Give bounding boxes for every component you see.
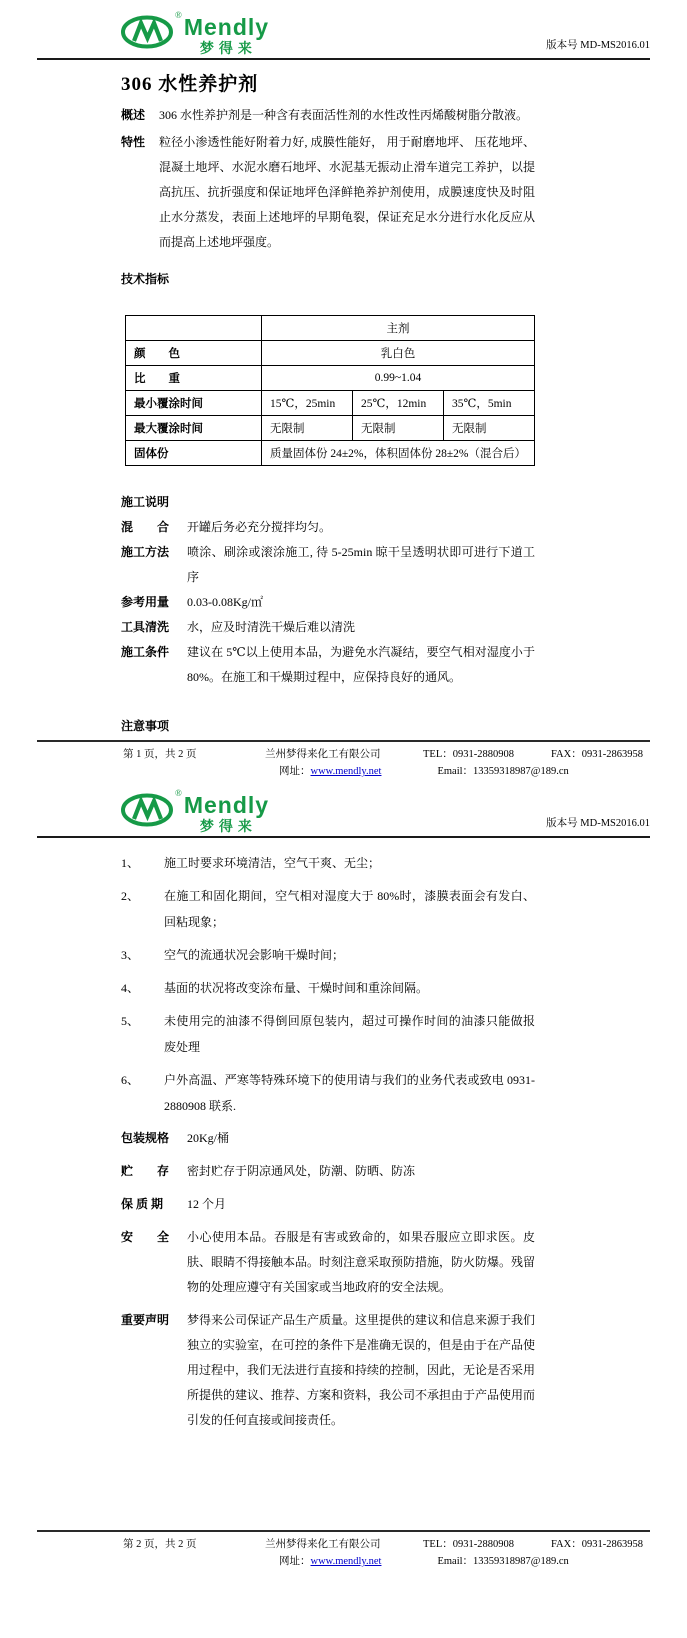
- page2-footer: [37, 1530, 650, 1568]
- note-number: 4、: [121, 981, 140, 995]
- note-text: 空气的流通状况会影响干燥时间；: [164, 948, 345, 962]
- table-row: [126, 341, 535, 366]
- spec-max-recoat-15c: 无限制: [261, 416, 352, 441]
- logo-chinese-name: 梦得来: [199, 40, 257, 56]
- email-text: 13359318987@189.cn: [473, 766, 569, 777]
- logo-wordmark: Mendly: [183, 792, 270, 818]
- note-item-3: [121, 942, 535, 968]
- tel-text: TEL：0931-2880908: [423, 1539, 514, 1550]
- shelf-life-text: 12 个月: [187, 1197, 227, 1211]
- note-text: 未使用完的油漆不得倒回原包装内，超过可操作时间的油漆只能做报废处理: [164, 1014, 535, 1054]
- storage-text: 密封贮存于阴凉通风处，防潮、防晒、防冻: [187, 1164, 416, 1178]
- dosage-label: 参考用量: [121, 595, 170, 609]
- brand-logo: [121, 788, 270, 834]
- email-label: Email：: [437, 766, 474, 777]
- company-name: 兰州梦得来化工有限公司: [265, 1539, 381, 1550]
- footer-row-1: [37, 1536, 650, 1551]
- email-item: [437, 1553, 568, 1568]
- website-link[interactable]: www.mendly.net: [310, 766, 382, 777]
- overview-label: 概述: [121, 108, 146, 122]
- spec-color-label: 颜 色: [126, 341, 262, 366]
- logo-wordmark: Mendly: [183, 14, 270, 40]
- table-row: [126, 316, 535, 341]
- table-row: [126, 366, 535, 391]
- table-row: [126, 416, 535, 441]
- footer-row-2: [279, 1553, 650, 1568]
- note-text: 基面的状况将改变涂布量、干燥时间和重涂间隔。: [164, 981, 429, 995]
- page1-content: [121, 60, 535, 739]
- method-item: [121, 540, 535, 590]
- spec-header-empty-cell: [126, 316, 262, 341]
- version-label: 版本号 MD-MS2016.01: [546, 40, 650, 51]
- overview-section: [121, 103, 535, 128]
- disclaimer-text: 梦得来公司保证产品生产质量。这里提供的建议和信息来源于我们独立的实验室，在可控的条件下是准确无误的，但是由于在产品使用过程中，我们无法进行直接和持续的控制，因此，无论是否采用所提供的建议、推荐、方案和资料，我公司不承担由于产品使用而引发的任何直接或间接责任。: [187, 1313, 536, 1427]
- spec-max-recoat-label: 最大覆涂时间: [126, 416, 262, 441]
- shelf-life-label: 保 质 期: [121, 1197, 164, 1211]
- conditions-label: 施工条件: [121, 645, 170, 659]
- footer-row-1: [37, 746, 650, 761]
- spec-min-recoat-35c: 35℃，5min: [443, 391, 534, 416]
- spec-gravity-value: 0.99~1.04: [261, 366, 534, 391]
- note-number: 6、: [121, 1073, 140, 1087]
- storage-label: 贮 存: [121, 1164, 170, 1178]
- mixing-text: 开罐后务必充分搅拌均匀。: [187, 520, 332, 534]
- disclaimer-item: [121, 1308, 535, 1433]
- note-item-6: [121, 1067, 535, 1119]
- features-section: [121, 130, 535, 255]
- page2-content: [121, 850, 535, 1441]
- tel-text: TEL：0931-2880908: [423, 749, 514, 760]
- note-text: 户外高温、严寒等特殊环境下的使用请与我们的业务代表或致电 0931-2880908 联系.: [164, 1073, 535, 1113]
- page-1: [0, 0, 687, 778]
- cleaning-text: 水，应及时清洗干燥后难以清洗: [187, 620, 356, 634]
- method-label: 施工方法: [121, 545, 170, 559]
- spec-header-main: 主剂: [261, 316, 534, 341]
- registered-mark-icon: ®: [175, 788, 182, 798]
- safety-text: 小心使用本品。吞服是有害或致命的，如果吞服应立即求医。皮肤、眼睛不得接触本品。时刻注意采取预防措施，防火防爆。残留物的处理应遵守有关国家或当地政府的安全法规。: [187, 1230, 536, 1294]
- website-label: 网址：: [279, 1556, 311, 1567]
- spec-table: [125, 315, 535, 466]
- note-item-1: [121, 850, 535, 876]
- conditions-item: [121, 640, 535, 690]
- logo-chinese-name: 梦得来: [199, 818, 257, 834]
- packaging-text: 20Kg/桶: [187, 1131, 230, 1145]
- safety-label: 安 全: [121, 1230, 170, 1244]
- page-header: [37, 778, 650, 833]
- table-row: [126, 441, 535, 466]
- note-number: 3、: [121, 948, 140, 962]
- note-number: 2、: [121, 889, 140, 903]
- safety-item: [121, 1225, 535, 1300]
- dosage-text: 0.03-0.08Kg/㎡: [187, 595, 263, 609]
- spec-min-recoat-25c: 25℃，12min: [352, 391, 443, 416]
- spec-gravity-label: 比 重: [126, 366, 262, 391]
- website-link[interactable]: www.mendly.net: [310, 1556, 382, 1567]
- overview-text: 306 水性养护剂是一种含有表面活性剂的水性改性丙烯酸树脂分散液。: [159, 108, 529, 122]
- website-item: [279, 763, 381, 778]
- note-item-2: [121, 883, 535, 935]
- spec-max-recoat-25c: 无限制: [352, 416, 443, 441]
- spec-color-value: 乳白色: [261, 341, 534, 366]
- conditions-text: 建议在 5℃以上使用本品，为避免水汽凝结，要空气相对湿度小于 80%。在施工和干燥期过程中，应保持良好的通风。: [187, 645, 535, 684]
- spec-min-recoat-label: 最小覆涂时间: [126, 391, 262, 416]
- tech-spec-heading: 技术指标: [121, 272, 170, 286]
- packaging-item: [121, 1126, 535, 1151]
- page-number: 第 1 页，共 2 页: [123, 749, 197, 760]
- fax-text: FAX：0931-2863958: [551, 749, 643, 760]
- spec-min-recoat-15c: 15℃，25min: [261, 391, 352, 416]
- features-label: 特性: [121, 135, 146, 149]
- table-row: [126, 391, 535, 416]
- mixing-label: 混 合: [121, 520, 170, 534]
- dosage-item: [121, 590, 535, 615]
- registered-mark-icon: ®: [175, 10, 182, 20]
- page-end-spacer: [37, 1568, 650, 1638]
- storage-item: [121, 1159, 535, 1184]
- fax-text: FAX：0931-2863958: [551, 1539, 643, 1550]
- note-text: 在施工和固化期间，空气相对湿度大于 80%时，漆膜表面会有发白、回粘现象；: [164, 889, 535, 929]
- page-header: [37, 0, 650, 55]
- mendly-ellipse-m-icon: [121, 791, 175, 827]
- mixing-item: [121, 515, 535, 540]
- footer-row-2: [279, 763, 650, 778]
- page1-footer: [37, 740, 650, 778]
- website-label: 网址：: [279, 766, 311, 777]
- note-item-5: [121, 1008, 535, 1060]
- brand-logo: [121, 10, 270, 56]
- method-text: 喷涂、刷涂或滚涂施工, 待 5-25min 晾干呈透明状即可进行下道工序: [187, 545, 535, 584]
- page-2: [0, 778, 687, 1638]
- note-number: 1、: [121, 856, 140, 870]
- shelf-life-item: [121, 1192, 535, 1217]
- note-item-4: [121, 975, 535, 1001]
- spec-solids-value: 质量固体份 24±2%，体积固体份 28±2%（混合后）: [261, 441, 534, 466]
- spec-solids-label: 固体份: [126, 441, 262, 466]
- spec-max-recoat-35c: 无限制: [443, 416, 534, 441]
- features-text: 粒径小渗透性能好附着力好, 成膜性能好， 用于耐磨地坪、 压花地坪、 混凝土地坪、水泥水磨石地坪、水泥基无振动止滑车道完工养护，以提高抗压、抗折强度和保证地坪色泽鲜艳养护剂使用，成膜速度快及时阻止水分蒸发，表面上述地坪的早期龟裂，保证充足水分进行水化反应从而提高上述地坪强度。: [159, 135, 535, 249]
- cleaning-item: [121, 615, 535, 640]
- email-item: [437, 763, 568, 778]
- note-number: 5、: [121, 1014, 140, 1028]
- version-label: 版本号 MD-MS2016.01: [546, 818, 650, 829]
- header-divider: [37, 836, 650, 838]
- company-name: 兰州梦得来化工有限公司: [265, 749, 381, 760]
- email-text: 13359318987@189.cn: [473, 1556, 569, 1567]
- note-text: 施工时要求环境清洁，空气干爽、无尘；: [164, 856, 381, 870]
- cleaning-label: 工具清洗: [121, 620, 170, 634]
- construction-heading: 施工说明: [121, 495, 170, 509]
- notes-heading: 注意事项: [121, 719, 170, 733]
- website-item: [279, 1553, 381, 1568]
- page-number: 第 2 页，共 2 页: [123, 1539, 197, 1550]
- disclaimer-label: 重要声明: [121, 1313, 170, 1327]
- packaging-label: 包装规格: [121, 1131, 170, 1145]
- product-title: 306 水性养护剂: [121, 74, 259, 95]
- mendly-ellipse-m-icon: [121, 13, 175, 49]
- email-label: Email：: [437, 1556, 474, 1567]
